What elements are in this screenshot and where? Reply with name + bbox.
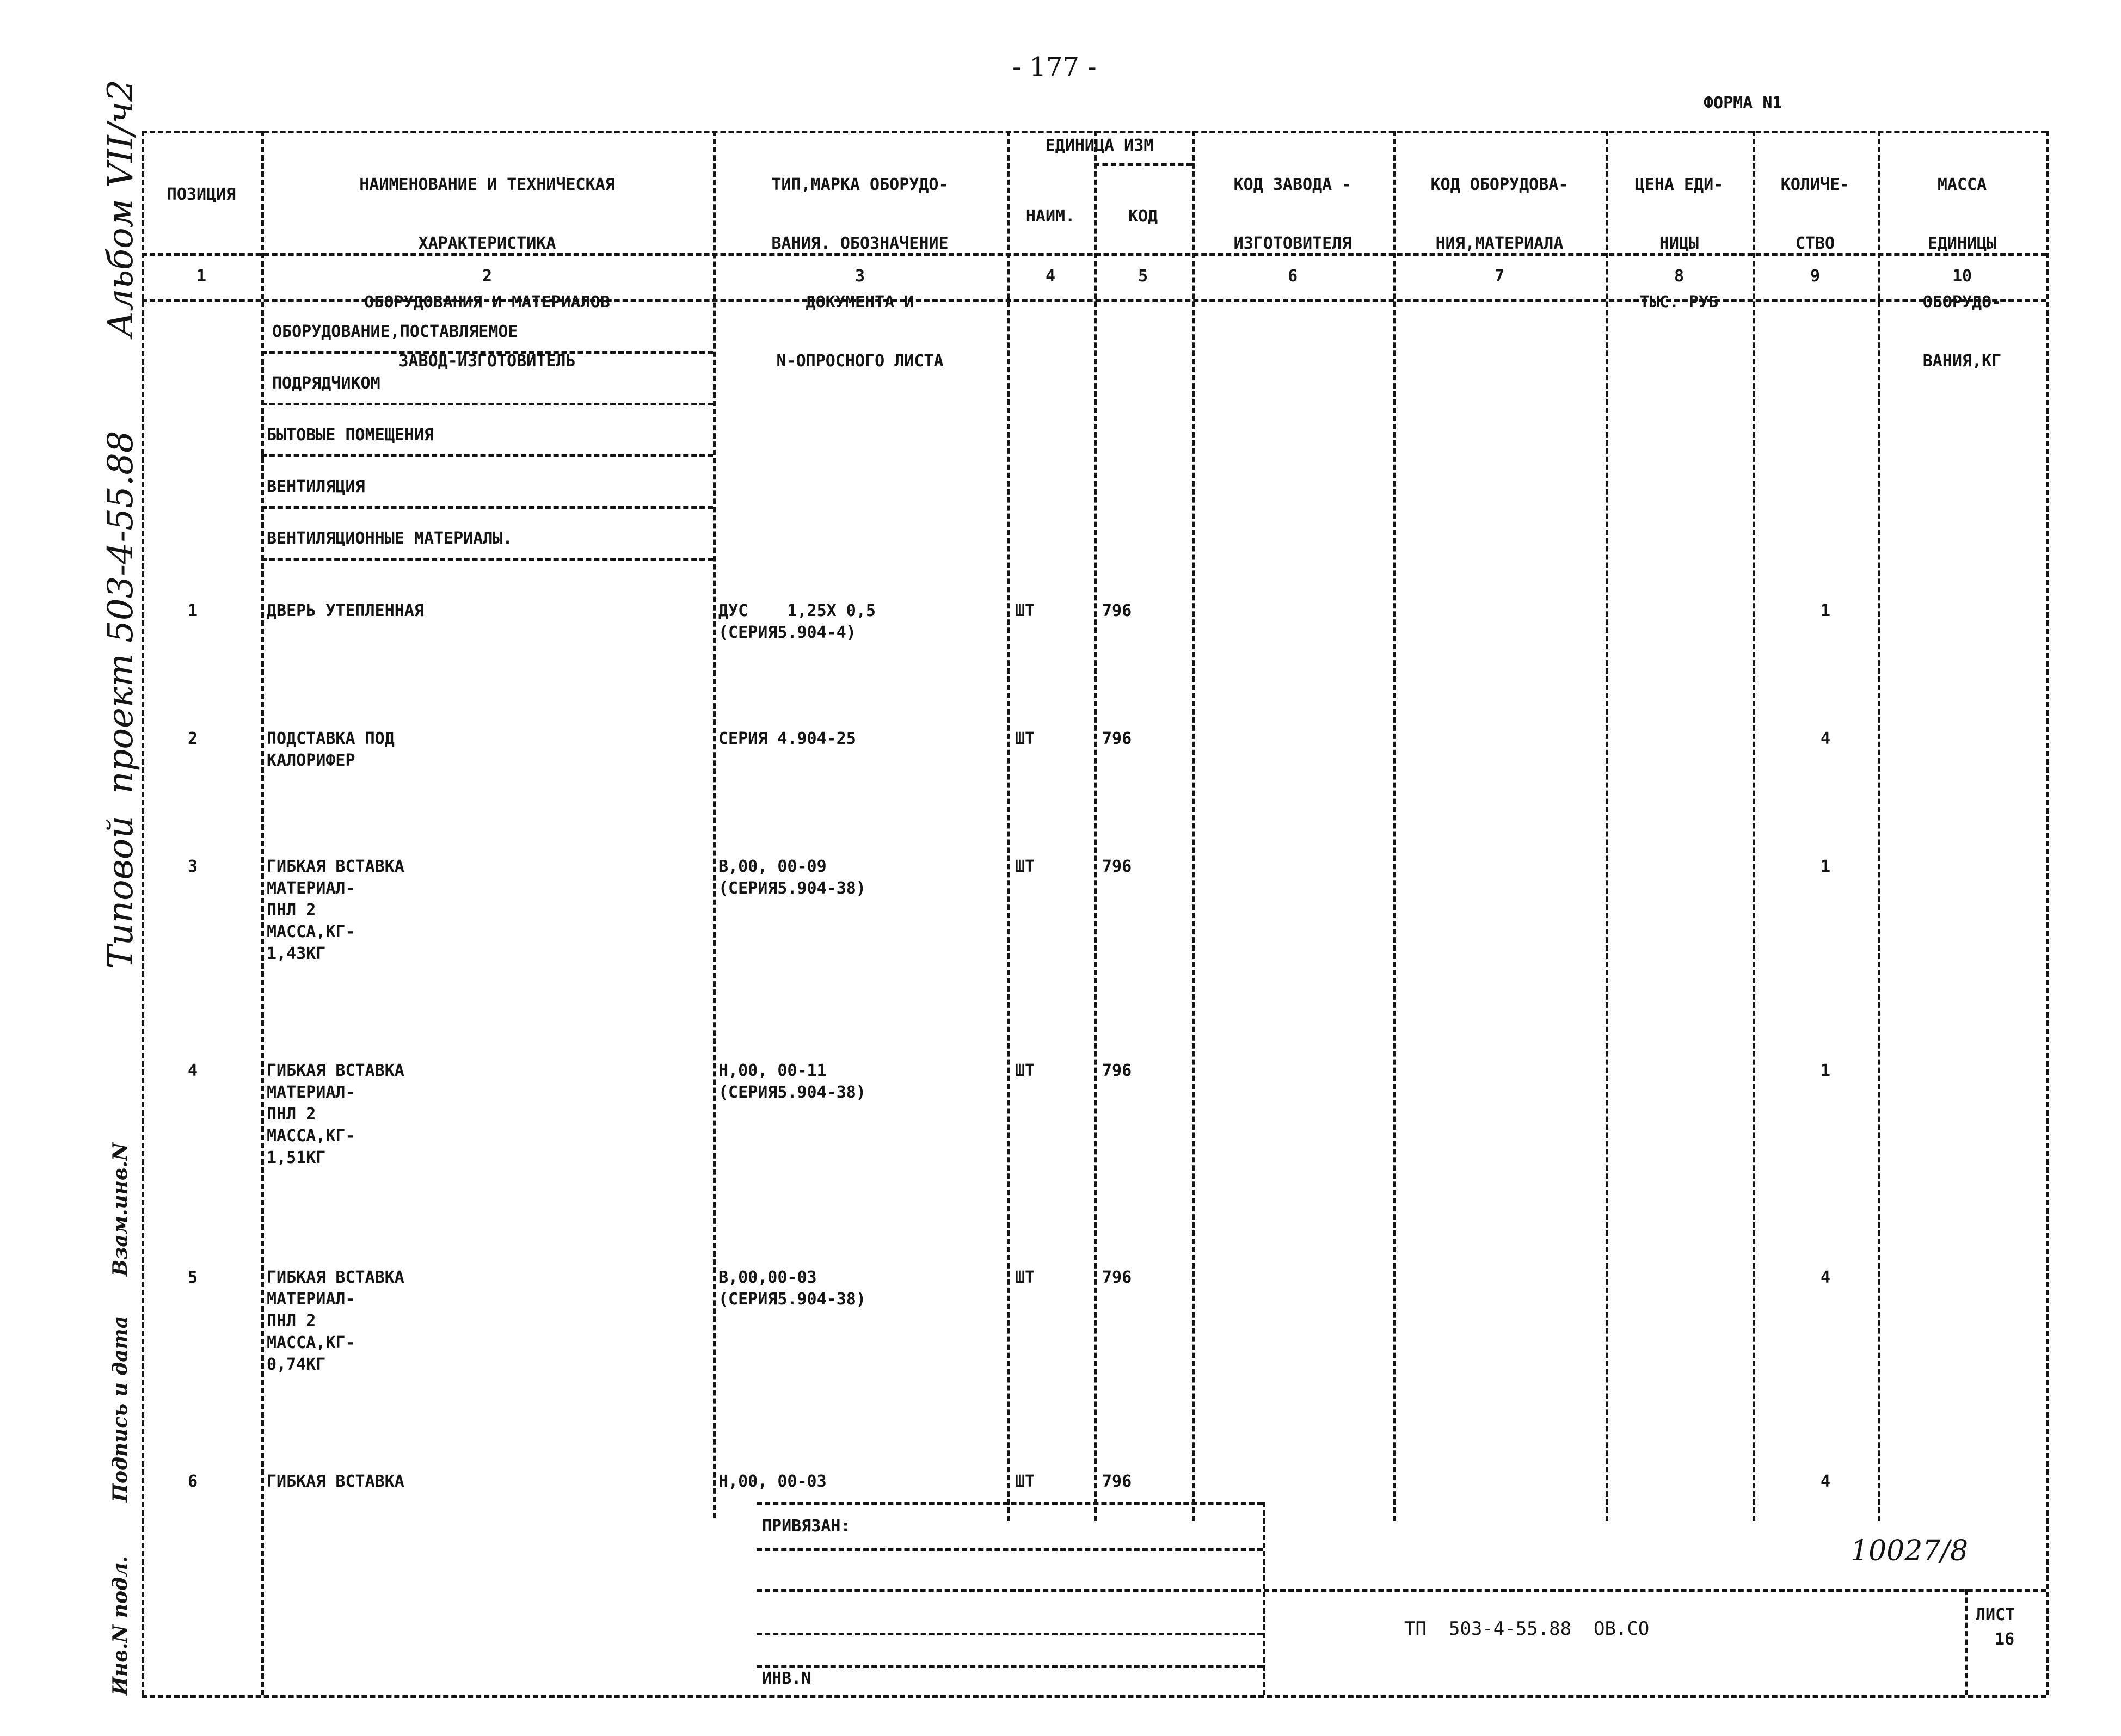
header-factory-line: ИЗГОТОВИТЕЛЯ <box>1233 234 1352 253</box>
row-position: 2 <box>188 729 198 748</box>
header-type-line: ТИП,МАРКА ОБОРУДО- <box>771 175 949 194</box>
row-type-line: (СЕРИЯ5.904-38) <box>718 1083 866 1102</box>
privyazan-label: ПРИВЯЗАН: <box>762 1517 851 1536</box>
row-type-line: (СЕРИЯ5.904-4) <box>718 623 856 642</box>
row-name-line: МАССА,КГ- <box>267 1126 355 1146</box>
row-name-line: 1,51КГ <box>267 1148 326 1167</box>
row-type-line: Н,00, 00-03 <box>718 1472 827 1491</box>
column-number: 4 <box>1045 267 1056 286</box>
section-heading: ВЕНТИЛЯЦИОННЫЕ МАТЕРИАЛЫ. <box>267 529 513 548</box>
row-unit: ШТ <box>1015 857 1035 876</box>
row-position: 4 <box>188 1061 198 1080</box>
row-quantity: 1 <box>1821 857 1831 876</box>
column-number: 3 <box>854 267 865 286</box>
row-name-line: МАТЕРИАЛ- <box>267 1083 355 1102</box>
column-number: 1 <box>196 267 207 286</box>
header-mass-line: ОБОРУДО- <box>1922 293 2002 312</box>
row-unit-code: 796 <box>1102 601 1132 620</box>
header-type-line: ДОКУМЕНТА И <box>806 293 914 312</box>
row-name-line: ГИБКАЯ ВСТАВКА <box>267 1061 404 1080</box>
row-position: 1 <box>188 601 198 620</box>
header-name-line: НАИМЕНОВАНИЕ И ТЕХНИЧЕСКАЯ <box>359 175 615 194</box>
row-name-line: ГИБКАЯ ВСТАВКА <box>267 1472 404 1491</box>
row-name-line: МАССА,КГ- <box>267 1333 355 1352</box>
row-position: 3 <box>188 857 198 876</box>
stamp-number: 10027/8 <box>1851 1535 1969 1567</box>
row-quantity: 4 <box>1821 1472 1831 1491</box>
row-name-line: ДВЕРЬ УТЕПЛЕННАЯ <box>267 601 424 620</box>
row-type-line: В,00,00-03 <box>718 1268 817 1287</box>
column-number: 10 <box>1952 267 1972 286</box>
header-name-line: ХАРАКТЕРИСТИКА <box>418 234 556 253</box>
row-quantity: 4 <box>1821 1268 1831 1287</box>
column-number: 5 <box>1138 267 1148 286</box>
row-name-line: ПНЛ 2 <box>267 901 316 920</box>
header-mass-line: ВАНИЯ,КГ <box>1922 352 2002 371</box>
row-unit-code: 796 <box>1102 857 1132 876</box>
form-label: ФОРМА N1 <box>1704 94 1782 113</box>
inv-podl-label: Инв.N подл. <box>109 1556 132 1695</box>
row-type-line: СЕРИЯ 4.904-25 <box>718 729 856 748</box>
sheet-number: 16 <box>1995 1630 2015 1649</box>
header-pos: ПОЗИЦИЯ <box>167 185 236 204</box>
header-mass-line: МАССА <box>1937 175 1987 194</box>
header-unit-name: НАИМ. <box>1025 207 1075 226</box>
podpis-label: Подпись и дата <box>109 1315 132 1502</box>
header-type-line: ВАНИЯ. ОБОЗНАЧЕНИЕ <box>771 234 949 253</box>
row-unit: ШТ <box>1015 601 1035 620</box>
project-label: Типовой проект 503-4-55.88 <box>101 430 141 969</box>
section-heading: ВЕНТИЛЯЦИЯ <box>267 477 365 496</box>
row-unit: ШТ <box>1015 1472 1035 1491</box>
row-name-line: ГИБКАЯ ВСТАВКА <box>267 1268 404 1287</box>
document-code: ТП 503-4-55.88 ОВ.СО <box>1404 1618 1650 1640</box>
inv-n-label: ИНВ.N <box>762 1669 811 1688</box>
header-name-line: ЗАВОД-ИЗГОТОВИТЕЛЬ <box>398 352 576 371</box>
row-type-line: (СЕРИЯ5.904-38) <box>718 879 866 898</box>
row-quantity: 1 <box>1821 1061 1831 1080</box>
row-position: 5 <box>188 1268 198 1287</box>
row-type-line: Н,00, 00-11 <box>718 1061 827 1080</box>
row-unit: ШТ <box>1015 729 1035 748</box>
row-quantity: 1 <box>1821 601 1831 620</box>
section-heading: ОБОРУДОВАНИЕ,ПОСТАВЛЯЕМОЕ <box>272 322 518 341</box>
row-name-line: ПНЛ 2 <box>267 1105 316 1124</box>
header-price-line: ТЫС. РУБ <box>1639 293 1719 312</box>
column-number: 8 <box>1674 267 1684 286</box>
section-heading: ПОДРЯДЧИКОМ <box>272 374 380 393</box>
header-name-line: ОБОРУДОВАНИЯ И МАТЕРИАЛОВ <box>364 293 610 312</box>
header-price <box>1608 136 1750 352</box>
row-type-line: В,00, 00-09 <box>718 857 827 876</box>
header-factory-line: КОД ЗАВОДА - <box>1233 175 1352 194</box>
sheet-label: ЛИСТ <box>1976 1605 2015 1624</box>
row-name-line: КАЛОРИФЕР <box>267 751 355 770</box>
row-unit: ШТ <box>1015 1268 1035 1287</box>
row-name-line: 1,43КГ <box>267 944 326 963</box>
page-number: - 177 - <box>1012 52 1097 82</box>
section-heading: БЫТОВЫЕ ПОМЕЩЕНИЯ <box>267 426 434 445</box>
header-equipment-line: НИЯ,МАТЕРИАЛА <box>1435 234 1564 253</box>
row-unit-code: 796 <box>1102 1268 1132 1287</box>
header-unit-code: КОД <box>1128 207 1158 226</box>
header-price-line: ЦЕНА ЕДИ- <box>1634 175 1724 194</box>
header-qty-line: КОЛИЧЕ- <box>1780 175 1850 194</box>
row-name-line: МАТЕРИАЛ- <box>267 1290 355 1309</box>
row-name-line: ПОДСТАВКА ПОД <box>267 729 395 748</box>
row-unit-code: 796 <box>1102 1061 1132 1080</box>
column-number: 6 <box>1287 267 1298 286</box>
header-qty-line: СТВО <box>1795 234 1835 253</box>
row-name-line: 0,74КГ <box>267 1355 326 1374</box>
row-unit: ШТ <box>1015 1061 1035 1080</box>
header-mass-line: ЕДИНИЦЫ <box>1927 234 1997 253</box>
column-number: 2 <box>482 267 493 286</box>
header-equipment-line: КОД ОБОРУДОВА- <box>1430 175 1569 194</box>
header-price-line: НИЦЫ <box>1659 234 1699 253</box>
row-position: 6 <box>188 1472 198 1491</box>
header-unit: ЕДИНИЦА ИЗМ <box>1045 136 1154 155</box>
header-type-line: N-ОПРОСНОГО ЛИСТА <box>776 352 944 371</box>
album-label: Альбом VII/ч2 <box>101 79 141 337</box>
row-name-line: ПНЛ 2 <box>267 1312 316 1331</box>
row-type-line: (СЕРИЯ5.904-38) <box>718 1290 866 1309</box>
column-number: 9 <box>1810 267 1821 286</box>
row-name-line: ГИБКАЯ ВСТАВКА <box>267 857 404 876</box>
row-quantity: 4 <box>1821 729 1831 748</box>
row-unit-code: 796 <box>1102 729 1132 748</box>
column-number: 7 <box>1494 267 1505 286</box>
row-name-line: МАССА,КГ- <box>267 922 355 941</box>
row-unit-code: 796 <box>1102 1472 1132 1491</box>
row-type-line: ДУС 1,25Х 0,5 <box>718 601 876 620</box>
row-name-line: МАТЕРИАЛ- <box>267 879 355 898</box>
vzam-label: Взам.инв.N <box>109 1143 132 1276</box>
